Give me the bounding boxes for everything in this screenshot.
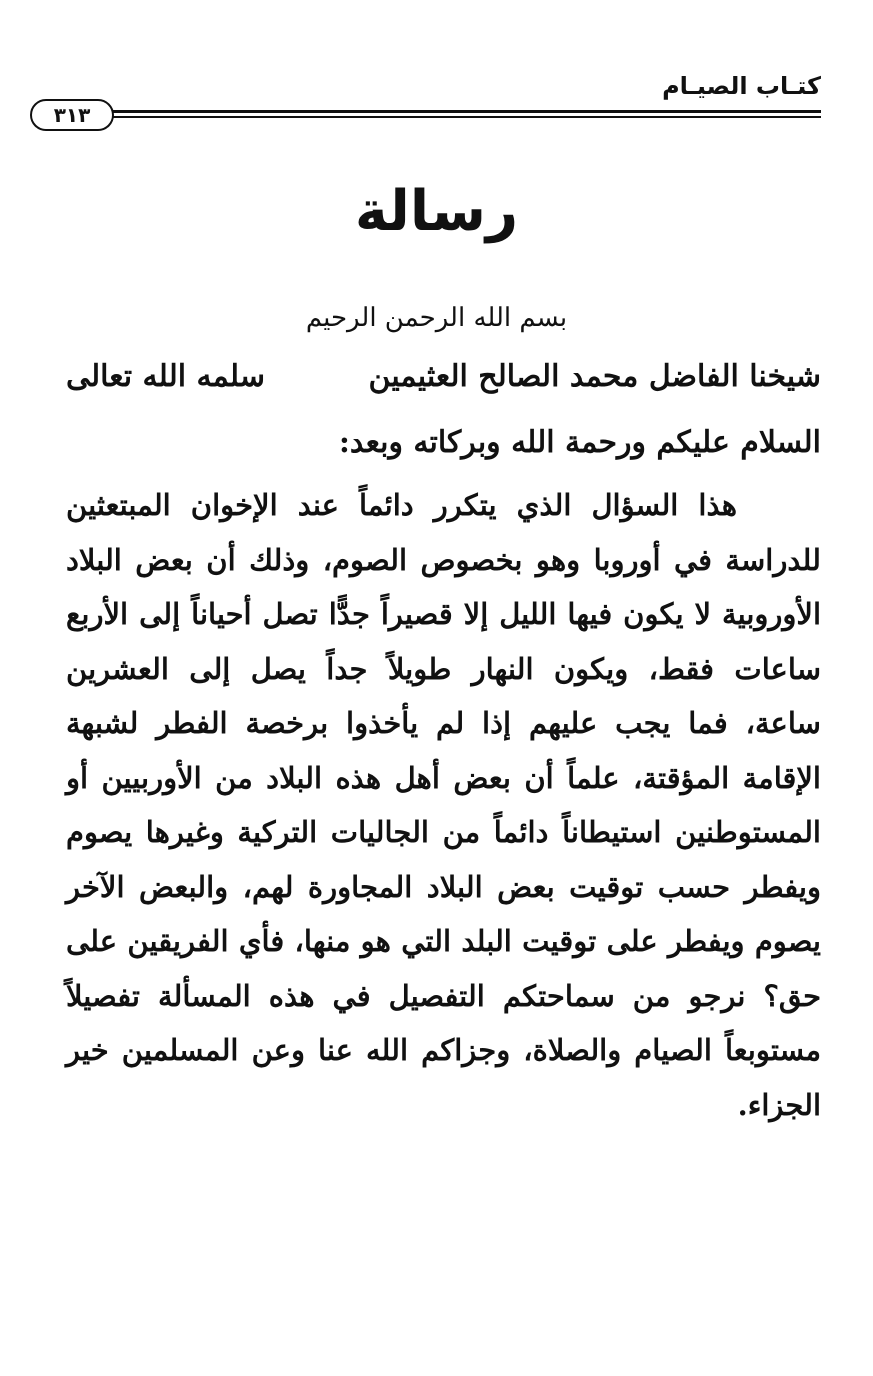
page-title: رسالة: [354, 179, 519, 244]
addressee-line: [66, 352, 821, 404]
header-rule-thin-line: [110, 116, 821, 118]
header-rule-thick-line: [110, 110, 821, 113]
running-header-book-title: كتـاب الصيـام: [662, 72, 821, 100]
addressee-blessing: سلمه الله تعالى: [66, 359, 265, 394]
page-number: ٣١٣: [30, 99, 114, 131]
body-paragraph: هذا السؤال الذي يتكرر دائماً عند الإخوان المبتعثين للدراسة في أوروبا وهو بخصوص الصوم، وذلك أن بعض البلاد الأوروبية لا يكون فيها الليل إلا قصيراً جدًّا تصل أحياناً إلى الأربع ساعات فقط، ويكون النهار طويلاً جداً يصل إلى العشرين ساعة، فما يجب عليهم إذا لم يأخذوا برخصة الفطر لشبهة الإقامة المؤقتة، علماً أن بعض أهل هذه البلاد من الأوربيين أو المستوطنين استيطاناً دائماً من الجاليات التركية وغيرها يصوم ويفطر حسب توقيت بعض البلاد المجاورة لهم، والبعض الآخر يصوم ويفطر على توقيت البلد التي هو منها، فأي الفريقين على حق؟ نرجو من سماحتكم التفصيل في هذه المسألة تفصيلاً مستوبعاً الصيام والصلاة، وجزاكم الله عنا وعن المسلمين خير الجزاء.: [66, 488, 821, 1122]
addressee-name: شيخنا الفاضل محمد الصالح العثيمين: [368, 359, 821, 394]
basmala: بسم الله الرحمن الرحيم: [305, 303, 568, 333]
greeting: السلام عليكم ورحمة الله وبركاته وبعد:: [338, 425, 821, 460]
header-rule: [110, 110, 821, 118]
